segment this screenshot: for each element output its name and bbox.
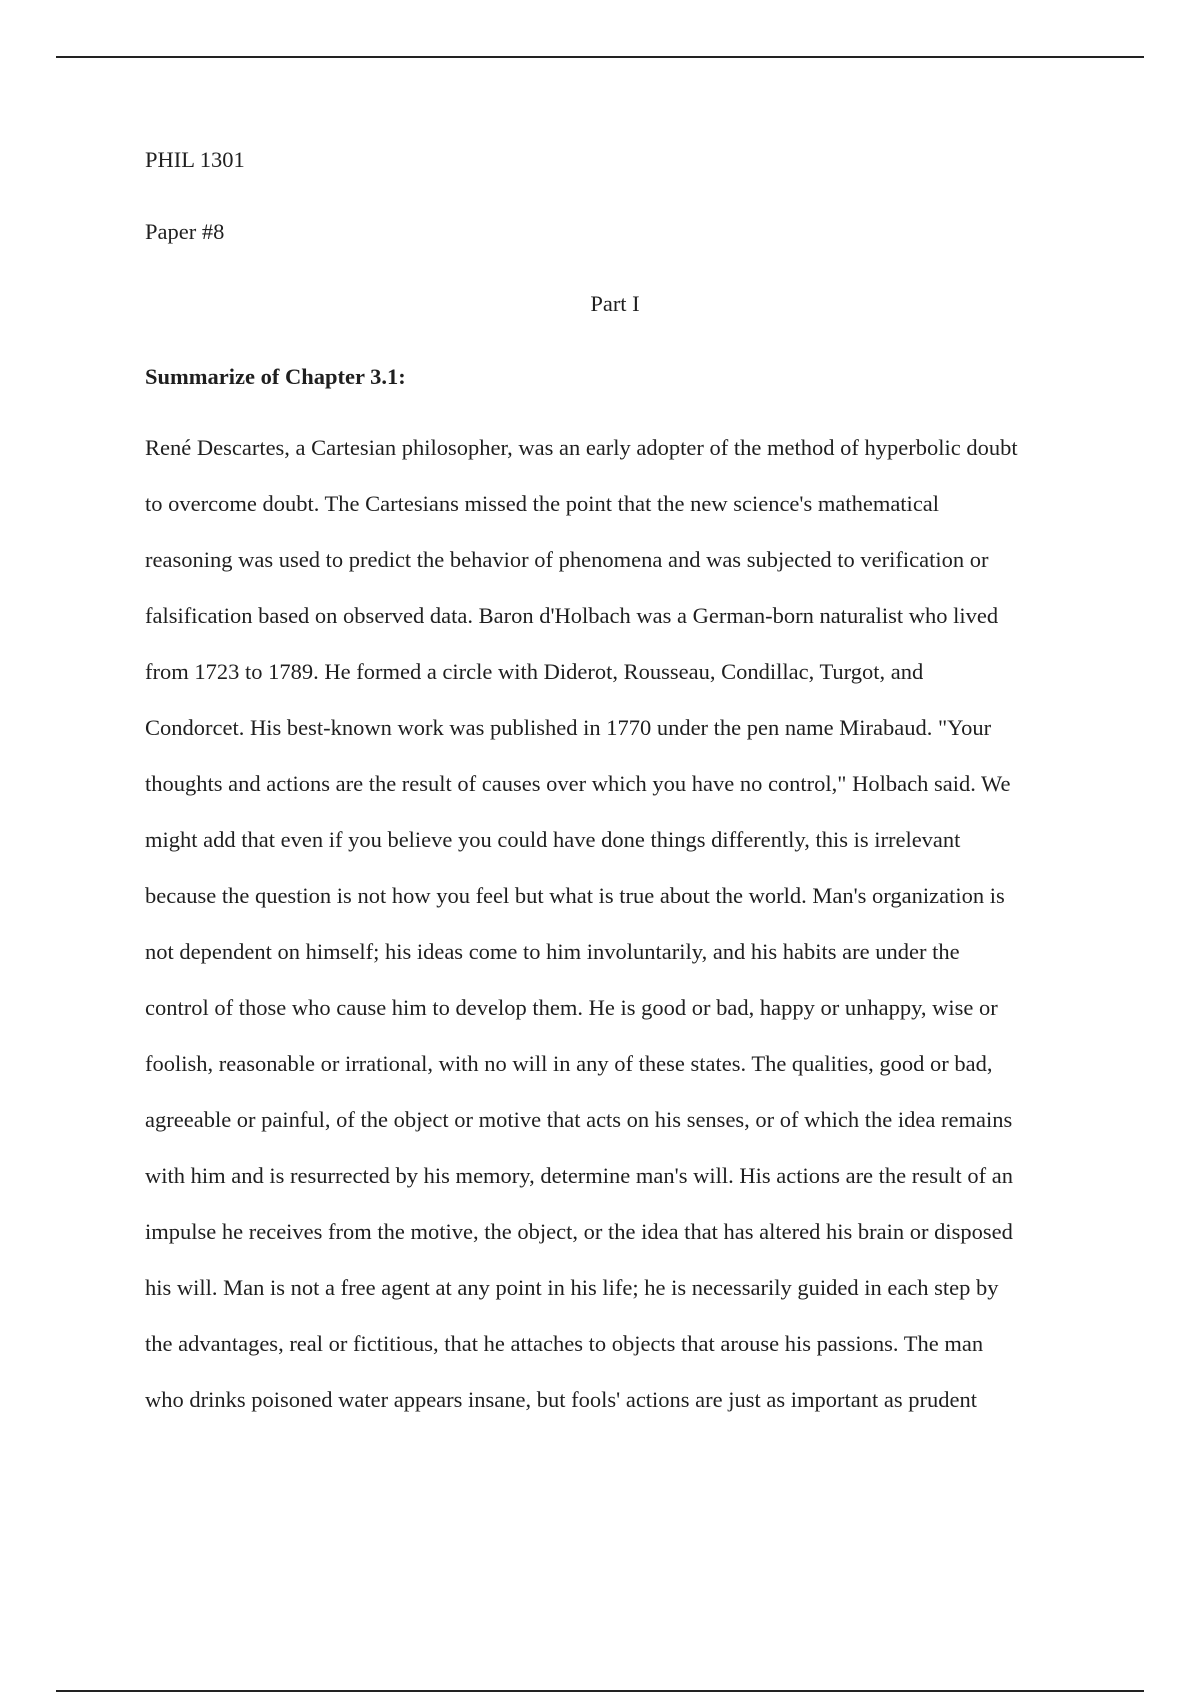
top-rule (56, 56, 1144, 58)
body-paragraph (145, 420, 1085, 1428)
body-line: René Descartes, a Cartesian philosopher, was an early adopter of the method of hyperbolic doubt (145, 435, 1018, 460)
paper-number: Paper #8 (145, 219, 225, 244)
body-line: from 1723 to 1789. He formed a circle with Diderot, Rousseau, Condillac, Turgot, and (145, 659, 924, 684)
bottom-rule (56, 1690, 1144, 1692)
body-line: impulse he receives from the motive, the object, or the idea that has altered his brain or disposed (145, 1219, 1013, 1244)
part-heading: Part I (590, 291, 640, 316)
body-line: thoughts and actions are the result of causes over which you have no control," Holbach said. We (145, 771, 1011, 796)
section-heading: Summarize of Chapter 3.1: (145, 364, 406, 389)
body-line: reasoning was used to predict the behavior of phenomena and was subjected to verification or (145, 547, 989, 572)
body-line: to overcome doubt. The Cartesians missed the point that the new science's mathematical (145, 491, 940, 516)
body-line: because the question is not how you feel but what is true about the world. Man's organization is (145, 883, 1005, 908)
body-line: falsification based on observed data. Baron d'Holbach was a German-born naturalist who lived (145, 603, 999, 628)
body-line: agreeable or painful, of the object or motive that acts on his senses, or of which the idea remains (145, 1107, 1013, 1132)
body-line: foolish, reasonable or irrational, with no will in any of these states. The qualities, good or bad, (145, 1051, 993, 1076)
course-code: PHIL 1301 (145, 147, 245, 172)
body-line: his will. Man is not a free agent at any point in his life; he is necessarily guided in each step by (145, 1275, 999, 1300)
body-line: not dependent on himself; his ideas come to him involuntarily, and his habits are under the (145, 939, 960, 964)
body-line: the advantages, real or fictitious, that he attaches to objects that arouse his passions. The man (145, 1331, 984, 1356)
body-line: control of those who cause him to develop them. He is good or bad, happy or unhappy, wise or (145, 995, 998, 1020)
body-line: who drinks poisoned water appears insane, but fools' actions are just as important as prudent (145, 1387, 977, 1412)
body-line: Condorcet. His best-known work was published in 1770 under the pen name Mirabaud. "Your (145, 715, 992, 740)
body-line: with him and is resurrected by his memory, determine man's will. His actions are the result of an (145, 1163, 1013, 1188)
body-line: might add that even if you believe you could have done things differently, this is irrelevant (145, 827, 961, 852)
